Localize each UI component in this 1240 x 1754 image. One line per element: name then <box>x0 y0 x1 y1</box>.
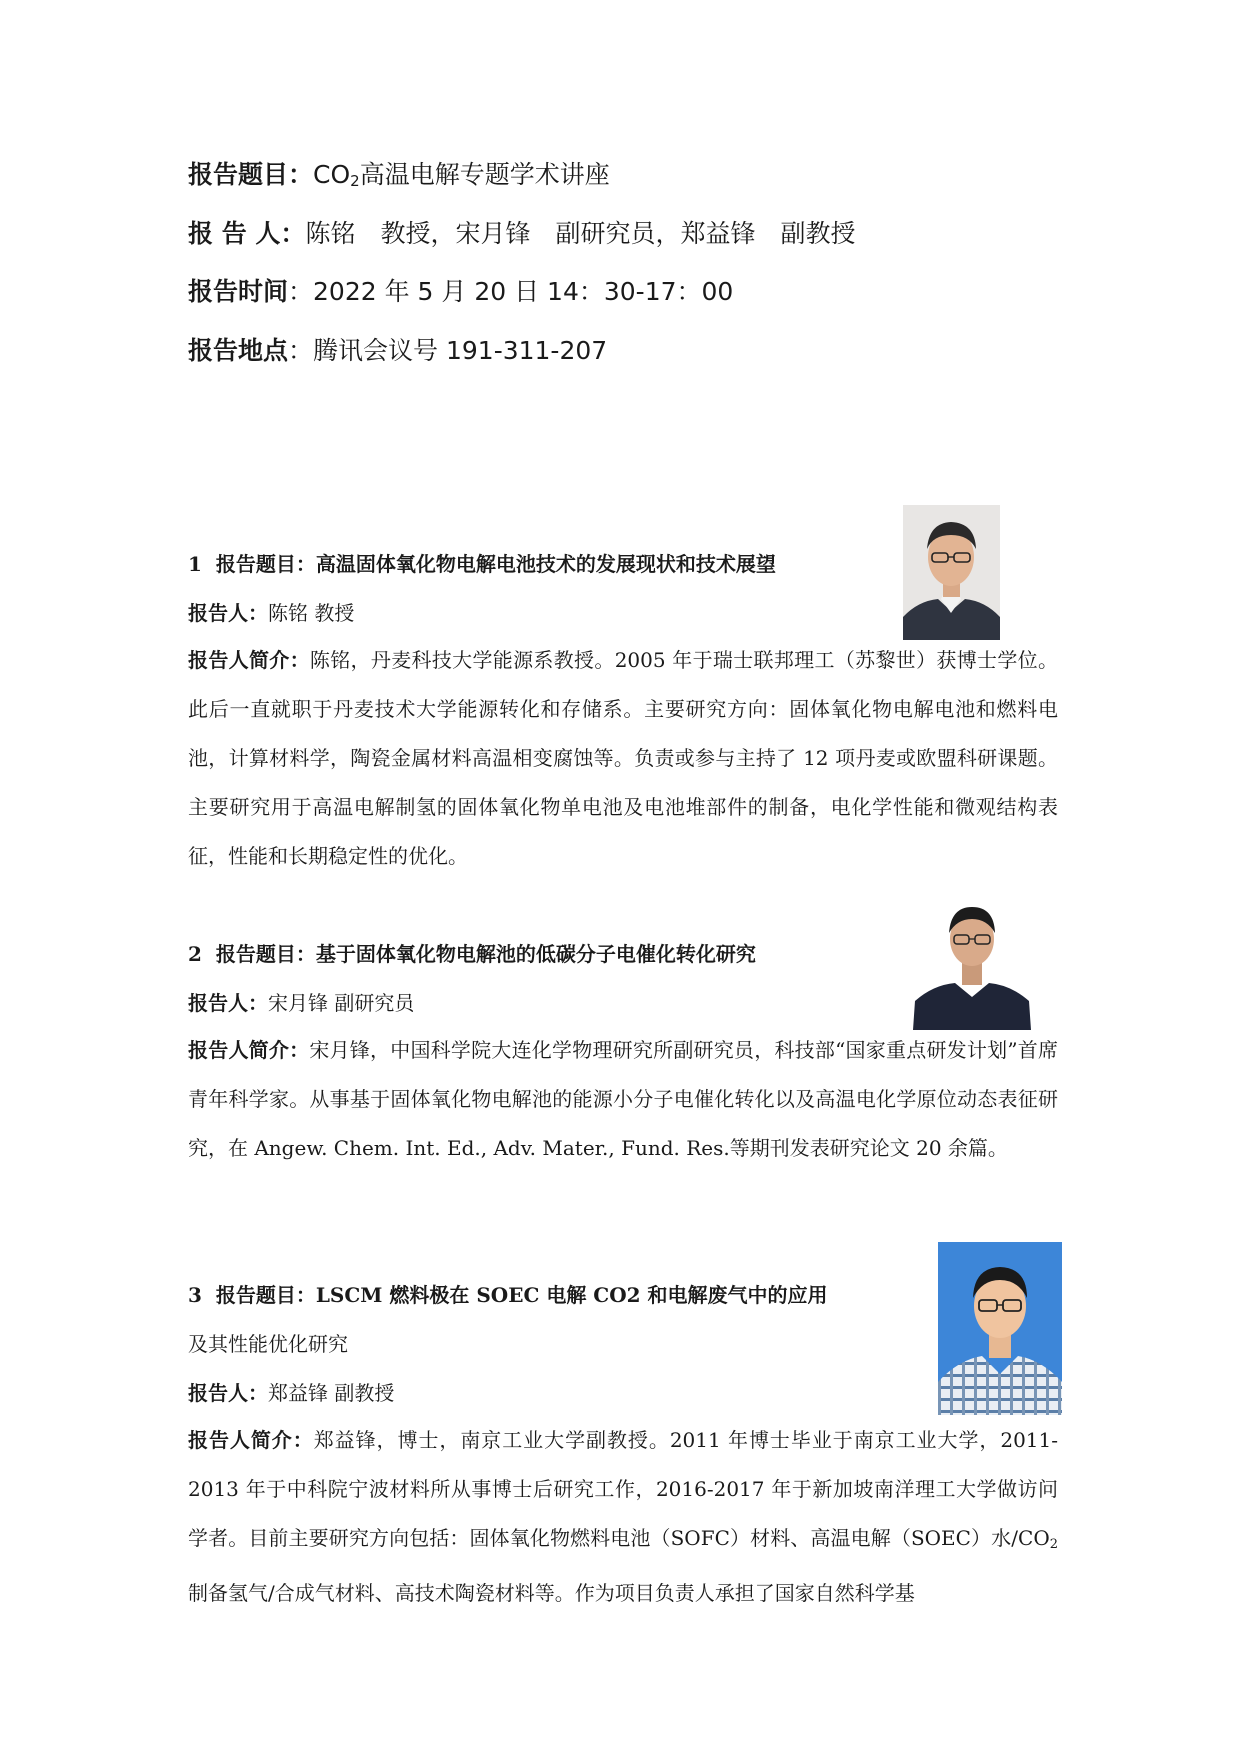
bio-text: 郑益锋，博士，南京工业大学副教授。2011 年博士毕业于南京工业大学，2011-2013 年于中科院宁波材料所从事博士后研究工作，2016-2017 年于新加坡南洋理工大学做访问学者。目前主要研究方向包括：固体氧化物燃料电池（SOFC）材料、高温电解（SOEC）水/CO <box>188 1428 1059 1550</box>
talk-1-bio <box>188 636 1058 881</box>
time-line: 报告时间：2022 年 5 月 20 日 14：30-17：00 <box>188 277 734 306</box>
bio-subscript: 2 <box>1049 1537 1058 1552</box>
bio-text: 陈铭，丹麦科技大学能源系教授。2005 年于瑞士联邦理工（苏黎世）获博士学位。此后一直就职于丹麦技术大学能源转化和存储系。主要研究方向：固体氧化物电解电池和燃料电池，计算材料学，陶瓷金属材料高温相变腐蚀等。负责或参与主持了 12 项丹麦或欧盟科研课题。主要研究用于高温电解制氢的固体氧化物单电池及电池堆部件的制备，电化学性能和微观结构表征，性能和长期稳定性的优化。 <box>188 648 1059 868</box>
speaker-label: 报告人： <box>188 991 268 1015</box>
talk-1-title <box>188 550 776 578</box>
speakers-line: 报 告 人：陈铭 教授，宋月锋 副研究员，郑益锋 副教授 <box>188 219 856 248</box>
talk-3-speaker <box>188 1379 394 1407</box>
speaker-name: 宋月锋 副研究员 <box>268 991 415 1015</box>
topic-subscript: 2 <box>350 172 360 190</box>
talk-number: 1 <box>188 552 202 576</box>
place-value: 腾讯会议号 191-311-207 <box>313 336 608 365</box>
talk-number: 2 <box>188 942 202 966</box>
bio-text: 宋月锋，中国科学院大连化学物理研究所副研究员，科技部“国家重点研发计划”首席青年科学家。从事基于固体氧化物电解池的能源小分子电催化转化以及高温电化学原位动态表征研究，在 Angew. Chem. Int. Ed., Adv. Mater., Fund. Res.等期刊发表研究论文 20 余篇。 <box>188 1038 1059 1160</box>
time-value: 2022 年 5 月 20 日 14：30-17：00 <box>313 277 734 306</box>
speaker-name: 郑益锋 副教授 <box>268 1381 395 1405</box>
speakers-label: 报 告 人 <box>188 219 281 248</box>
place-label: 报告地点 <box>188 336 289 365</box>
topic-post: 高温电解专题学术讲座 <box>359 160 610 189</box>
talk-title-label: 报告题目： <box>215 552 316 576</box>
speaker-3-photo <box>938 1242 1062 1415</box>
talk-3-bio <box>188 1416 1058 1618</box>
speaker-name: 陈铭 教授 <box>268 601 355 625</box>
topic-line: 报告题目：$CO_2$高温电解专题学术讲座 <box>188 160 610 190</box>
speaker-1-photo <box>903 505 1000 640</box>
talk-2-title <box>188 940 756 968</box>
place-line: 报告地点：腾讯会议号 191-311-207 <box>188 336 608 365</box>
talk-2-bio <box>188 1026 1058 1173</box>
talk-3-title <box>188 1281 828 1309</box>
talk-number: 3 <box>188 1283 202 1307</box>
bio-label: 报告人简介： <box>188 648 310 672</box>
bio-label: 报告人简介： <box>188 1428 314 1452</box>
bio-label: 报告人简介： <box>188 1038 310 1062</box>
speaker-2-photo <box>913 893 1031 1030</box>
talk-title: 高温固体氧化物电解电池技术的发展现状和技术展望 <box>315 552 776 576</box>
talk-3-title-cont: 及其性能优化研究 <box>188 1332 348 1356</box>
talk-title-label: 报告题目： <box>215 942 316 966</box>
talk-title-label: 报告题目： <box>215 1283 316 1307</box>
speaker-label: 报告人： <box>188 601 268 625</box>
bio-text-cont: 制备氢气/合成气材料、高技术陶瓷材料等。作为项目负责人承担了国家自然科学基 <box>188 1581 915 1605</box>
talk-title: LSCM 燃料极在 SOEC 电解 CO2 和电解废气中的应用 <box>315 1283 828 1307</box>
speaker-label: 报告人： <box>188 1381 268 1405</box>
time-label: 报告时间 <box>188 277 289 306</box>
speakers-value: 陈铭 教授，宋月锋 副研究员，郑益锋 副教授 <box>305 219 856 248</box>
talk-2-speaker <box>188 989 414 1017</box>
talk-title: 基于固体氧化物电解池的低碳分子电催化转化研究 <box>315 942 756 966</box>
talk-1-speaker <box>188 599 354 627</box>
topic-pre: CO <box>313 160 351 189</box>
topic-label: 报告题目 <box>188 160 289 189</box>
